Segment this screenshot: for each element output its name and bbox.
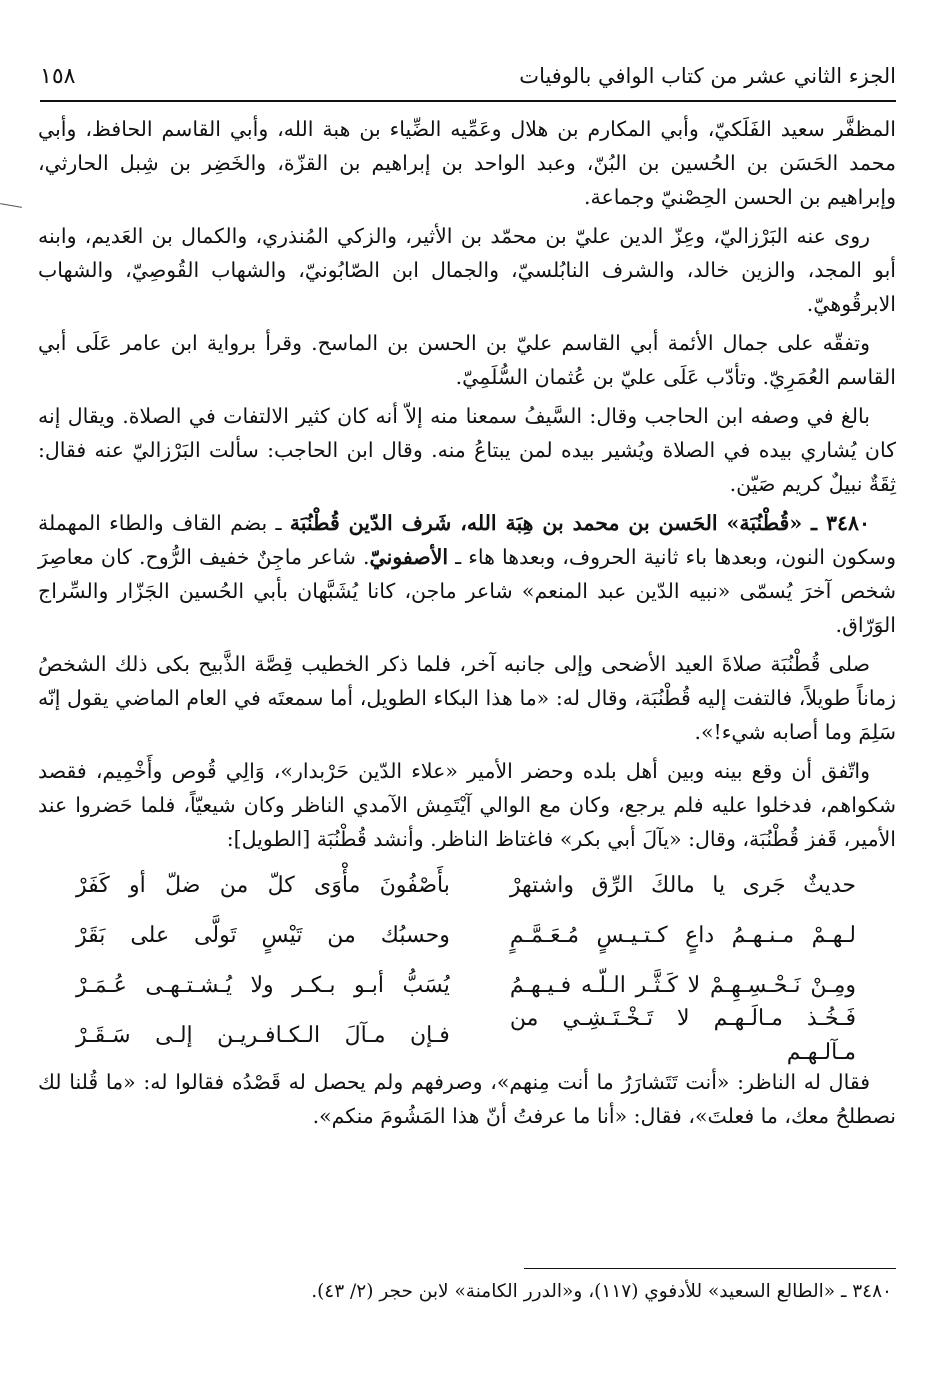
verse-second-hemistich: وحسبُك من تَيْسٍ تَولَّى على بَقَرْ xyxy=(76,923,450,948)
paragraph-teachers: المظفَّر سعيد الفَلَكيّ، وأبي المكارم بن هلال وعَمِّيه الضِّياء بن هبة الله، وأبي القاسم الحافظ، وأبي محمد الحَسَن بن الحُسين بن البُنّ، وعبد الواحد بن إبراهيم بن القزّة، والخَضِر بن شِبل الحارثي، وإبراهيم بن الحسن الحِصْنيّ وجماعة. xyxy=(38,117,896,209)
main-text xyxy=(38,112,896,1138)
paragraph-conclusion: فقال له الناظر: «أنت تَتَشارَرُ ما أنت مِنهم»، وصرفهم ولم يحصل له قَصْدُه فقالوا له: «ما قُلنا لك نصطلحُ معك، ما فعلتَ»، فقال: «أنا ما عرفتُ أنّ هذا المَشُومَ منكم». xyxy=(38,1070,896,1128)
verse-first-hemistich: ومِـنْ نَـحْـسِـهِـمْ لا كَـثَّـر الـلّـه فـيـهـمُ xyxy=(509,973,856,998)
verse-second-hemistich: فـإن مـآلَ الـكـافـريـن إلـى سَـقَـرْ xyxy=(76,1023,450,1048)
poem-verse xyxy=(38,861,896,911)
page-header xyxy=(40,56,896,96)
verse-second-hemistich: بأَصْفُونَ مأْوَى كلّ من ضلّ أو كَفَرْ xyxy=(76,873,450,898)
margin-mark xyxy=(0,203,22,208)
entry-nisba: الأصفونيّ xyxy=(369,545,449,569)
footnote-rule xyxy=(524,1268,896,1269)
entry-body: ـ بضم القاف والطاء المهملة وسكون النون، وبعدها باء ثانية الحروف، وبعدها هاء ـ xyxy=(38,511,896,569)
verse-first-hemistich: لـهـمْ مـنـهـمُ داعٍ كـتـيـسٍ مُـعَـمَّـمٍ xyxy=(509,923,856,948)
poem-verse xyxy=(38,911,896,961)
page-number: ١٥٨ xyxy=(40,63,76,89)
paragraph-entry xyxy=(38,506,896,642)
paragraph-dispute: واتّفق أن وقع بينه وبين أهل بلده وحضر الأمير «علاء الدّين حَرْبدار»، وَالِي قُوص وأَخْمِيم، فقصد شكواهم، فدخلوا عليه فلم يرجع، وكان مع الوالي آيْتَمِش الآمدي الناظر وكان شيعيّاً، فلما حَضروا عند الأمير، قَفز قُطْنُبَة، وقال: «يآلَ أبي بكر» فاغتاظ الناظر. وأنشد قُطْنُبَة [الطويل]: xyxy=(38,759,896,851)
paragraph-students: روى عنه البَرْزاليّ، وعِزّ الدين عليّ بن محمّد بن الأثير، والزكي المُنذري، والكمال بن العَديم، وابنه أبو المجد، والزين خالد، والشرف النابُلسيّ، والجمال ابن الصّابُونيّ، والشهاب القُوصِيّ، والشهاب الابرقُوهيّ. xyxy=(38,224,896,316)
entry-rest: . شاعر ماجِنٌ خفيف الرُّوح. كان معاصِرَ شخص آخرَ يُسمّى «نبيه الدّين عبد المنعم» شاعر ماجن، كانا يُشَبَّهان بأبي الحُسين الجَزّار والسِّراج الوَرّاق. xyxy=(38,545,896,637)
poem xyxy=(38,861,896,1065)
header-rule xyxy=(40,100,896,102)
verse-first-hemistich: حديثٌ جَرى يا مالكَ الرِّق واشتهرْ xyxy=(509,873,856,898)
paragraph-studies: وتفقّه على جمال الأئمة أبي القاسم عليّ بن الحسن بن الماسح. وقرأ برواية ابن عامر عَلَى أبي القاسم العُمَرِيّ. وتأدّب عَلَى عليّ بن عُثمان السُّلَمِيّ. xyxy=(38,331,896,389)
entry-title: ٣٤٨٠ ـ «قُطْنُبَة» الحَسن بن محمد بن هِبَة الله، شَرف الدّين قُطْنُبَة xyxy=(289,511,871,535)
paragraph-description: بالغ في وصفه ابن الحاجب وقال: السَّيفُ سمعنا منه إلاّ أنه كان كثير الالتفات في الصلاة. ويقال إنه كان يُشاري بيده في الصلاة ويُشير بيده لمن يبتاعُ منه. وقال ابن الحاجب: سألت البَرْزاليّ عنه فقال: ثِقَةٌ نبيلٌ كريم صَيّن. xyxy=(38,404,896,496)
footnote: ٣٤٨٠ ـ «الطالع السعيد» للأدفوي (١١٧)، و«الدرر الكامنة» لابن حجر (٢/ ٤٣). xyxy=(311,1281,892,1302)
verse-second-hemistich: يُسَبُّ أبـو بـكـر ولا يُـشـتـهـى عُـمَـرْ xyxy=(76,973,450,998)
poem-verse xyxy=(38,1006,896,1065)
paragraph-anecdote: صلى قُطْنُبَة صلاةَ العيد الأضحى وإلى جانبه آخر، فلما ذكر الخطيب قِصَّة الذَّبيح بكى ذلك الشخصُ زماناً طويلاً، فالتفت إليه قُطْنُبَة، وقال له: «ما هذا البكاء الطويل، أما سمعتَه في العام الماضي يقول إنّه سَلِمَ وما أصابه شيء!». xyxy=(38,652,896,744)
verse-first-hemistich: فَـخُـذ مـالَـهـم لا تَـخْـتَـشِـي من مـآلـهـم xyxy=(509,1006,856,1065)
running-title: الجزء الثاني عشر من كتاب الوافي بالوفيات xyxy=(519,64,896,88)
